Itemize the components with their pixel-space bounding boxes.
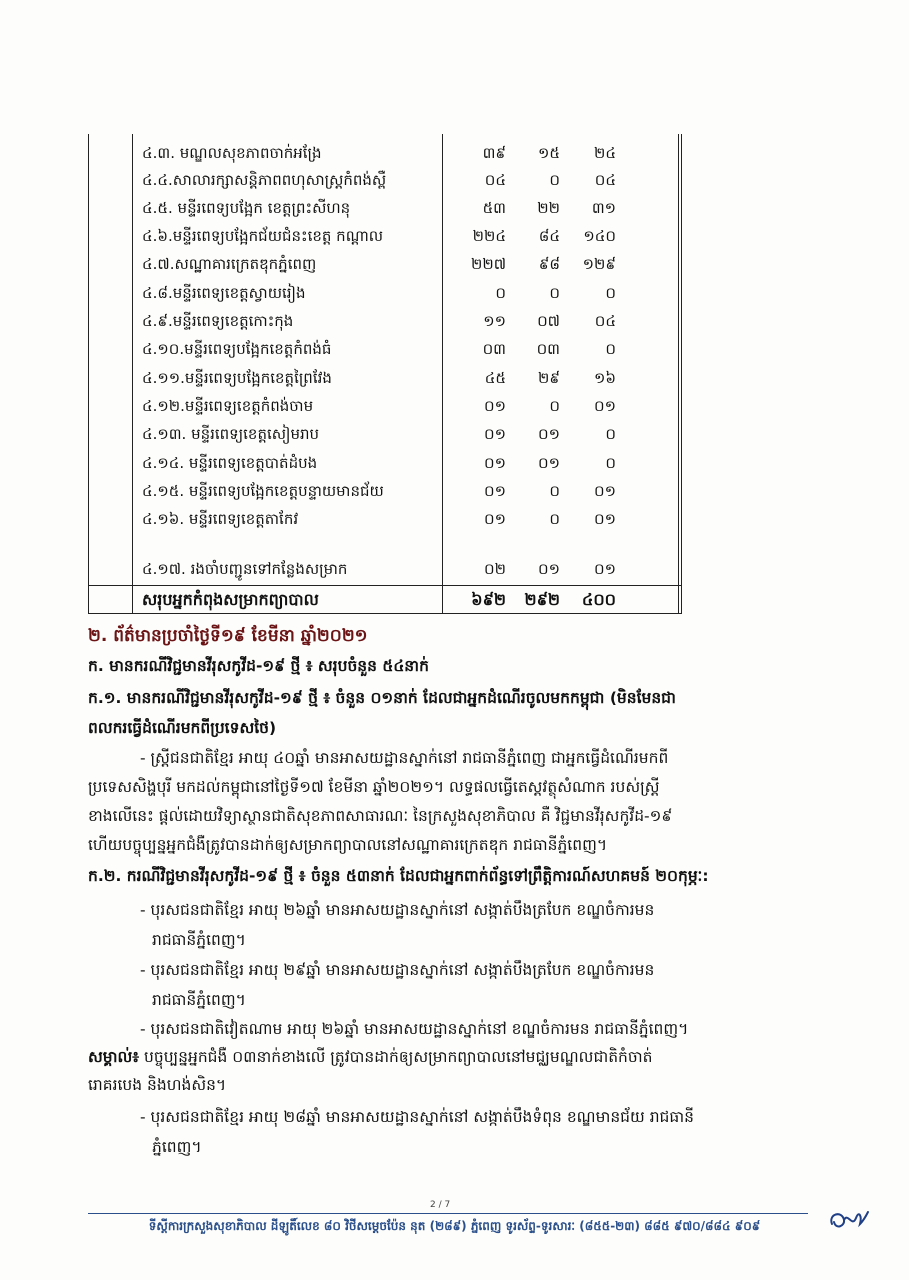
count-total: ០១	[484, 425, 506, 443]
count-female: ១៥	[538, 144, 560, 162]
initials-signature-icon	[826, 1206, 870, 1238]
total-label: សរុបអ្នកកំពុងសម្រាកព្យាបាល	[142, 590, 319, 609]
table-row	[88, 506, 682, 533]
paragraph-line: ហើយបច្ចុប្បន្នអ្នកជំងឺត្រូវបានដាក់ឲ្យសម្រាកព្យាបាលនៅសណ្ឋាគារក្រេតឌុក រាជធានីភ្នំពេញ។	[88, 836, 608, 854]
paragraph-line: - ស្ត្រីជនជាតិខ្មែរ អាយុ ៤០ឆ្នាំ មានអាសយដ្ឋានស្នាក់នៅ រាជធានីភ្នំពេញ ជាអ្នកធ្វើដំណើរមកពី	[140, 749, 669, 767]
count-total: ០៣	[482, 340, 506, 358]
facility-name: ៤.១៤. មន្ទីរពេទ្យខេត្តបាត់ដំបង	[142, 454, 318, 472]
section-heading: ២. ព័ត៌មានប្រចាំថ្ងៃទី១៩ ខែមីនា ឆ្នាំ២០២១	[88, 626, 368, 646]
count-male: ០	[605, 340, 616, 358]
facility-name: ៤.៦.មន្ទីរពេទ្យបង្អែកជ័យជំនះខេត្ត កណ្តាល	[142, 227, 384, 245]
facility-name: ៤.១១.មន្ទីរពេទ្យបង្អែកខេត្តព្រៃវែង	[142, 369, 332, 387]
count-male: ០១	[594, 482, 616, 500]
count-female: ០	[549, 510, 560, 528]
count-total: ០	[495, 284, 506, 302]
case-line: - បុរសជនជាតិខ្មែរ អាយុ ២៩ឆ្នាំ មានអាសយដ្ឋានស្នាក់នៅ សង្កាត់បឹងត្របែក ខណ្ឌចំការមន	[140, 961, 655, 979]
count-female: ០៧	[537, 312, 560, 330]
table-border	[88, 613, 682, 614]
facility-name: ៤.៣. មណ្ឌលសុខភាពចាក់អង្រែ	[142, 144, 322, 162]
count-male: ១២៩	[582, 255, 616, 273]
count-male: ០	[605, 284, 616, 302]
table-row	[88, 195, 682, 222]
count-female: ៩៨	[538, 255, 560, 273]
note-label: សម្គាល់៖	[88, 1048, 140, 1066]
table-row	[88, 450, 682, 477]
count-total: ០១	[484, 510, 506, 528]
count-total: ០២	[484, 560, 506, 578]
facility-name: ៤.១៥. មន្ទីរពេទ្យបង្អែកខេត្តបន្ទាយមានជ័យ	[142, 482, 384, 500]
count-male: ០៤	[594, 312, 616, 330]
count-female: ០	[549, 482, 560, 500]
count-female: ២២	[537, 199, 560, 217]
facility-name: ៤.៧.សណ្ឋាគារក្រេតឌុកភ្នំពេញ	[142, 255, 317, 273]
note-cont: រោគរបេង និងហង់សិន។	[88, 1076, 227, 1094]
count-male: ២៤	[594, 144, 616, 162]
count-male: ០១	[594, 560, 616, 578]
table-row	[88, 336, 682, 363]
facility-name: ៤.១០.មន្ទីរពេទ្យបង្អែកខេត្តកំពង់ធំ	[142, 340, 332, 358]
facility-name: ៤.១៦. មន្ទីរពេទ្យខេត្តតាកែវ	[142, 510, 299, 528]
total-female: ២៩២	[524, 590, 560, 609]
count-female: ៨៤	[538, 227, 560, 245]
count-total: ២២៧	[470, 255, 506, 273]
subheading-ka: ក. មានករណីវិជ្ជមានវីរុសកូវីដ-១៩ ថ្មី ៖ សរុបចំនួន ៥៤នាក់	[88, 657, 429, 675]
count-total: ៤៥	[484, 369, 506, 387]
case-line: - បុរសជនជាតិវៀតណាម អាយុ ២៦ឆ្នាំ មានអាសយដ្ឋានស្នាក់នៅ ខណ្ឌចំការមន រាជធានីភ្នំពេញ។	[140, 1020, 689, 1038]
count-male: ០៤	[594, 171, 616, 189]
count-female: ០១	[538, 560, 560, 578]
facility-name: ៤.៨.មន្ទីរពេទ្យខេត្តស្វាយរៀង	[142, 284, 306, 302]
table-row	[88, 223, 682, 250]
table-row	[88, 393, 682, 420]
paragraph-line: ប្រទេសសិង្ហបុរី មកដល់កម្ពុជានៅថ្ងៃទី១៧ ខែមីនា ឆ្នាំ២០២១។ លទ្ធផលធ្វើតេស្តវត្ថុសំណាក របស់ស្ត្រី	[88, 778, 660, 796]
table-row	[88, 365, 682, 392]
page-number: 2 / 7	[430, 1200, 451, 1210]
count-male: ០	[605, 454, 616, 472]
footer-divider	[88, 1213, 808, 1214]
count-male: ០១	[594, 397, 616, 415]
count-total: ០១	[484, 397, 506, 415]
table-row	[88, 167, 682, 194]
count-female: ០	[549, 171, 560, 189]
count-female: ០	[549, 284, 560, 302]
case-line-cont: រាជធានីភ្នំពេញ។	[152, 931, 246, 949]
subheading-ka1-cont: ពលករធ្វើដំណើរមកពីប្រទេសថៃ)	[88, 719, 277, 737]
count-total: ២២៤	[472, 227, 506, 245]
table-row	[88, 308, 682, 335]
case-line: - បុរសជនជាតិខ្មែរ អាយុ ២៨ឆ្នាំ មានអាសយដ្ឋានស្នាក់នៅ សង្កាត់បឹងទំពុន ខណ្ឌមានជ័យ រាជធានី	[140, 1108, 694, 1126]
count-female: ០	[549, 397, 560, 415]
count-total: ៥៣	[482, 199, 506, 217]
subheading-ka2: ក.២. ករណីវិជ្ជមានវីរុសកូវីដ-១៩ ថ្មី ៖ ចំនួន ៥៣នាក់ ដែលជាអ្នកពាក់ព័ន្ធទៅព្រឹត្តិការណ៍សហគមន៍ ២០កុម្ភៈ:	[88, 867, 709, 885]
table-row	[88, 280, 682, 307]
count-total: ០១	[484, 454, 506, 472]
case-line-cont: រាជធានីភ្នំពេញ។	[152, 991, 246, 1009]
count-female: ០១	[538, 454, 560, 472]
count-female: ០១	[538, 425, 560, 443]
note	[88, 1043, 813, 1071]
count-male: ៣១	[591, 199, 616, 217]
facility-name: ៤.១៣. មន្ទីរពេទ្យខេត្តសៀមរាប	[142, 425, 320, 443]
table-row	[88, 478, 682, 505]
total-count: ៦៩២	[471, 590, 506, 609]
total-male: ៤០០	[582, 590, 616, 609]
subheading-ka1: ក.១. មានករណីវិជ្ជមានវីរុសកូវីដ-១៩ ថ្មី ៖ ចំនួន ០១នាក់ ដែលជាអ្នកដំណើរចូលមកកម្ពុជា (មិនមែនជា	[88, 689, 676, 707]
count-male: ០	[605, 425, 616, 443]
table-row	[88, 140, 682, 167]
footer-address: ទីស្តីការក្រសួងសុខាភិបាល ដីឡូតិ៍លេខ ៨០ វិថីសម្តេចប៉ែន នុត (២៨៩) ភ្នំពេញ ទូរស័ព្ទ-ទូរសារៈ (៨៥៥-២៣) ៨៨៥ ៩៧០/៨៨៤ ៩០៩	[148, 1219, 761, 1233]
table-row	[88, 251, 682, 278]
case-line: - បុរសជនជាតិខ្មែរ អាយុ ២៦ឆ្នាំ មានអាសយដ្ឋានស្នាក់នៅ សង្កាត់បឹងត្របែក ខណ្ឌចំការមន	[140, 901, 655, 919]
count-female: ០៣	[536, 340, 560, 358]
table-row	[88, 556, 682, 583]
facility-name: ៤.១២.មន្ទីរពេទ្យខេត្តកំពង់ចាម	[142, 397, 314, 415]
facility-name: ៤.១៧. រងចាំបញ្ជូនទៅកន្លែងសម្រាក	[142, 560, 348, 578]
count-total: ០១	[484, 482, 506, 500]
patients-table	[88, 134, 682, 614]
count-male: ១៦	[594, 369, 616, 387]
table-total-row	[88, 586, 682, 613]
facility-name: ៤.៤.សាលារក្សាសន្តិភាពពហុសាស្ត្រកំពង់ស្ពឺ	[142, 171, 387, 189]
count-total: ១១	[483, 312, 506, 330]
facility-name: ៤.៥. មន្ទីរពេទ្យបង្អែក ខេត្តព្រះសីហនុ	[142, 199, 351, 217]
count-male: ១៤០	[583, 227, 616, 245]
paragraph-line: ខាងលើនេះ ផ្តល់ដោយវិទ្យាស្ថានជាតិសុខភាពសាធារណៈ នៃក្រសួងសុខាភិបាល គឺ វិជ្ជមានវីរុសកូវីដ-១៩	[88, 807, 673, 825]
count-female: ២៩	[538, 369, 560, 387]
count-male: ០១	[594, 510, 616, 528]
count-total: ៣៩	[482, 144, 506, 162]
count-total: ០៤	[484, 171, 506, 189]
facility-name: ៤.៩.មន្ទីរពេទ្យខេត្តកោះកុង	[142, 312, 294, 330]
case-line-cont: ភ្នំពេញ។	[152, 1138, 202, 1156]
note-text: បច្ចុប្បន្នអ្នកជំងឺ ០៣នាក់ខាងលើ ត្រូវបានដាក់ឲ្យសម្រាកព្យាបាលនៅមជ្ឈមណ្ឌលជាតិកំចាត់	[139, 1048, 653, 1066]
table-row	[88, 421, 682, 448]
